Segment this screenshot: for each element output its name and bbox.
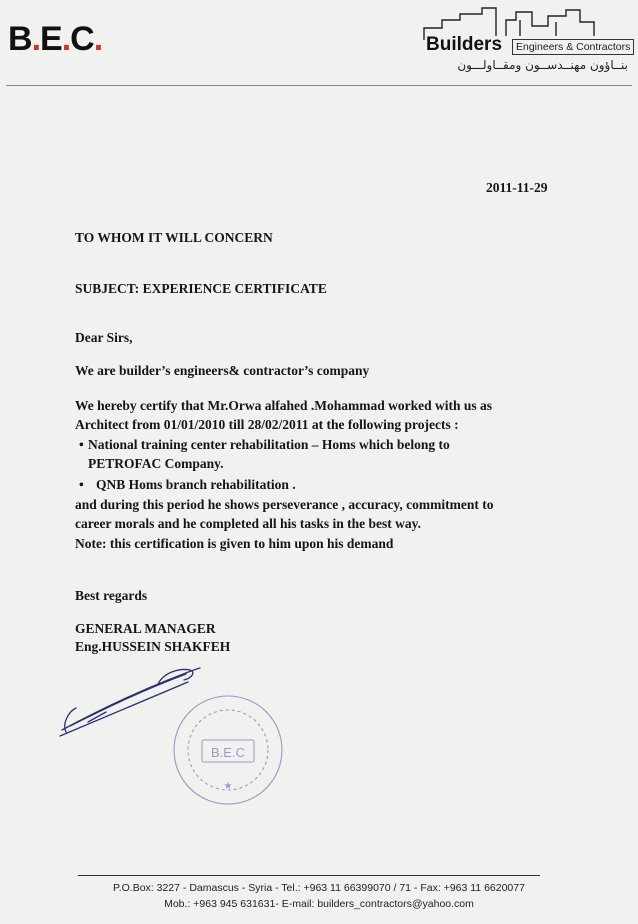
letter-date: 2011-11-29	[486, 180, 548, 195]
stamp-text: B.E.C	[211, 745, 245, 760]
salutation: Dear Sirs,	[75, 330, 133, 345]
project-2: QNB Homs branch rehabilitation .	[96, 477, 296, 492]
closing-line-1: and during this period he shows perseverance , accuracy, commitment to	[75, 497, 494, 512]
signer-name: Eng.HUSSEIN SHAKFEH	[75, 639, 231, 654]
footer-divider	[78, 875, 540, 876]
body-line-1: We hereby certify that Mr.Orwa alfahed .Mohammad worked with us as	[75, 398, 492, 413]
project-1-line-1: National training center rehabilitation – Homs which belong to	[88, 437, 450, 452]
regards-line: Best regards	[75, 588, 148, 603]
subject-line: SUBJECT: EXPERIENCE CERTIFICATE	[75, 281, 327, 296]
svg-text:★: ★	[223, 781, 233, 792]
project-1-line-2: PETROFAC Company.	[88, 456, 224, 471]
brand-subtitle: Engineers & Contractors	[512, 39, 634, 55]
company-stamp	[170, 692, 286, 808]
closing-line-2: career morals and he completed all his tasks in the best way.	[75, 516, 421, 531]
brand-arabic: بنــاؤون مهنــدســون ومقــاولـــون	[457, 58, 628, 72]
body-line-2: Architect from 01/01/2010 till 28/02/2011 at the following projects :	[75, 417, 459, 432]
bec-logo: B.E.C.	[8, 20, 103, 58]
recipient-line: TO WHOM IT WILL CONCERN	[75, 230, 273, 245]
footer-address: P.O.Box: 3227 - Damascus - Syria - Tel.: +963 11 66399070 / 71 - Fax: +963 11 6620077	[113, 882, 525, 894]
signer-title: GENERAL MANAGER	[75, 621, 216, 636]
bullet-icon: •	[79, 477, 84, 492]
intro-line: We are builder’s engineers& contractor’s company	[75, 363, 370, 378]
header-divider	[6, 85, 632, 86]
brand-name: Builders	[426, 34, 503, 55]
bullet-icon: •	[79, 437, 84, 452]
footer-contact: Mob.: +963 945 631631- E-mail: builders_contractors@yahoo.com	[164, 898, 474, 910]
builders-logo	[420, 6, 632, 78]
note-line: Note: this certification is given to him upon his demand	[75, 536, 394, 551]
